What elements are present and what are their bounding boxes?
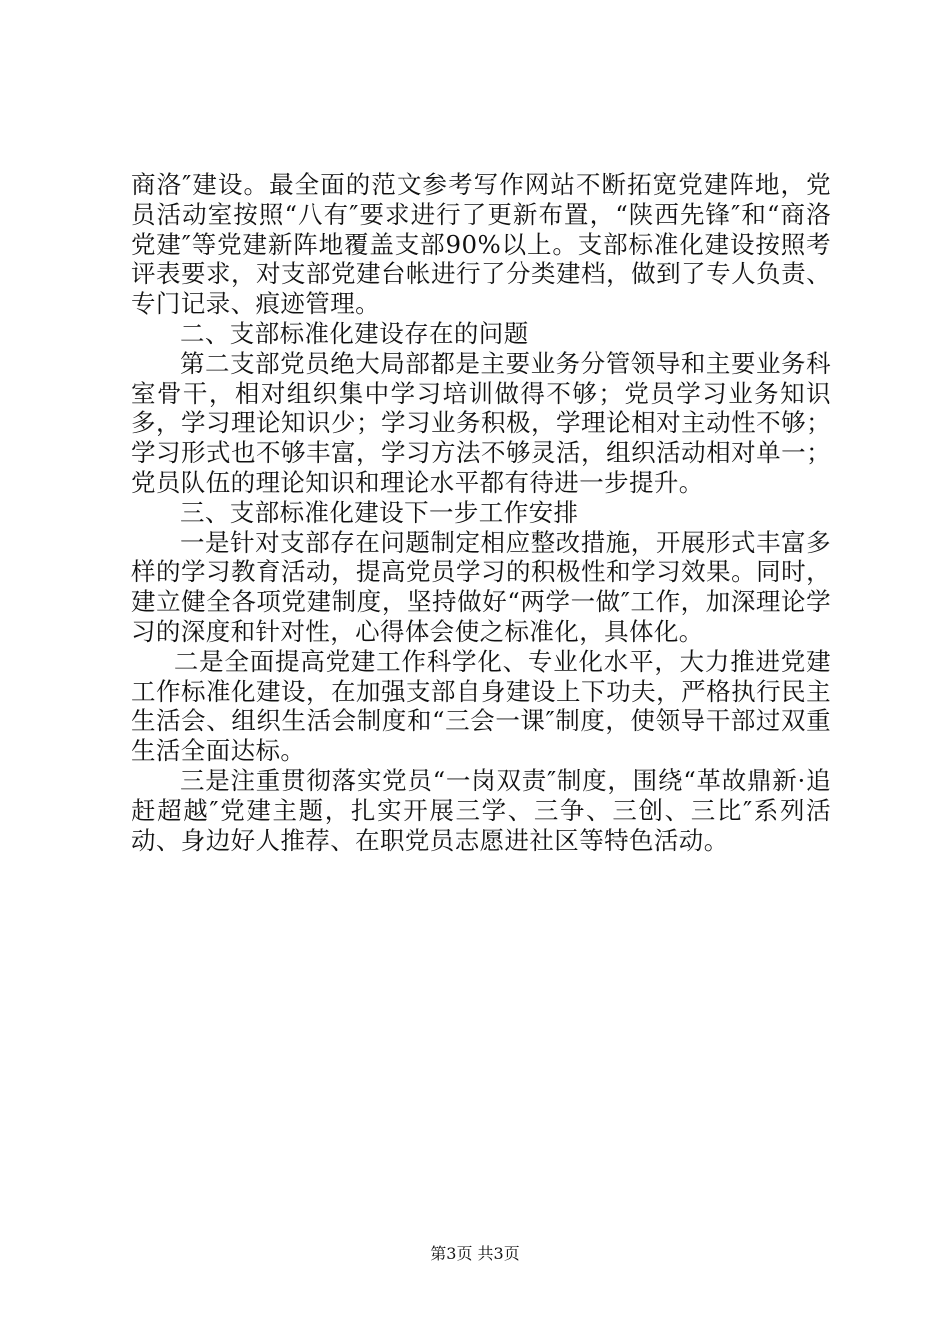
paragraph-continuation: 商洛″建设。最全面的范文参考写作网站不断拓宽党建阵地，党员活动室按照“八有″要求进行了更新布置，“陕西先锋″和“商洛党建″等党建新阵地覆盖支部90%以上。支部标准化建设按照考评表要求，对支部党建台帐进行了分类建档，做到了专人负责、专门记录、痕迹管理。 <box>131 170 831 319</box>
paragraph-step-one: 一是针对支部存在问题制定相应整改措施，开展形式丰富多样的学习教育活动，提高党员学习的积极性和学习效果。同时，建立健全各项党建制度，坚持做好“两学一做″工作，加深理论学习的深度和针对性，心得体会使之标准化，具体化。 <box>131 527 831 646</box>
document-body <box>131 170 831 855</box>
paragraph-problems: 第二支部党员绝大局部都是主要业务分管领导和主要业务科室骨干，相对组织集中学习培训做得不够；党员学习业务知识多，学习理论知识少；学习业务积极，学理论相对主动性不够；学习形式也不够丰富，学习方法不够灵活，组织活动相对单一；党员队伍的理论知识和理论水平都有待进一步提升。 <box>131 348 831 497</box>
section-heading-next-steps: 三、支部标准化建设下一步工作安排 <box>180 497 579 527</box>
paragraph-step-three: 三是注重贯彻落实党员“一岗双责″制度，围绕“革故鼎新·追赶超越″党建主题，扎实开展三学、三争、三创、三比″系列活动、身边好人推荐、在职党员志愿进社区等特色活动。 <box>131 765 831 855</box>
section-heading-problems: 二、支部标准化建设存在的问题 <box>180 318 529 348</box>
page-footer: 第3页 共3页 <box>430 1244 520 1263</box>
paragraph-step-two: 二是全面提高党建工作科学化、专业化水平，大力推进党建工作标准化建设，在加强支部自身建设上下功夫，严格执行民主生活会、组织生活会制度和“三会一课″制度，使领导干部过双重生活全面达标。 <box>131 646 831 766</box>
